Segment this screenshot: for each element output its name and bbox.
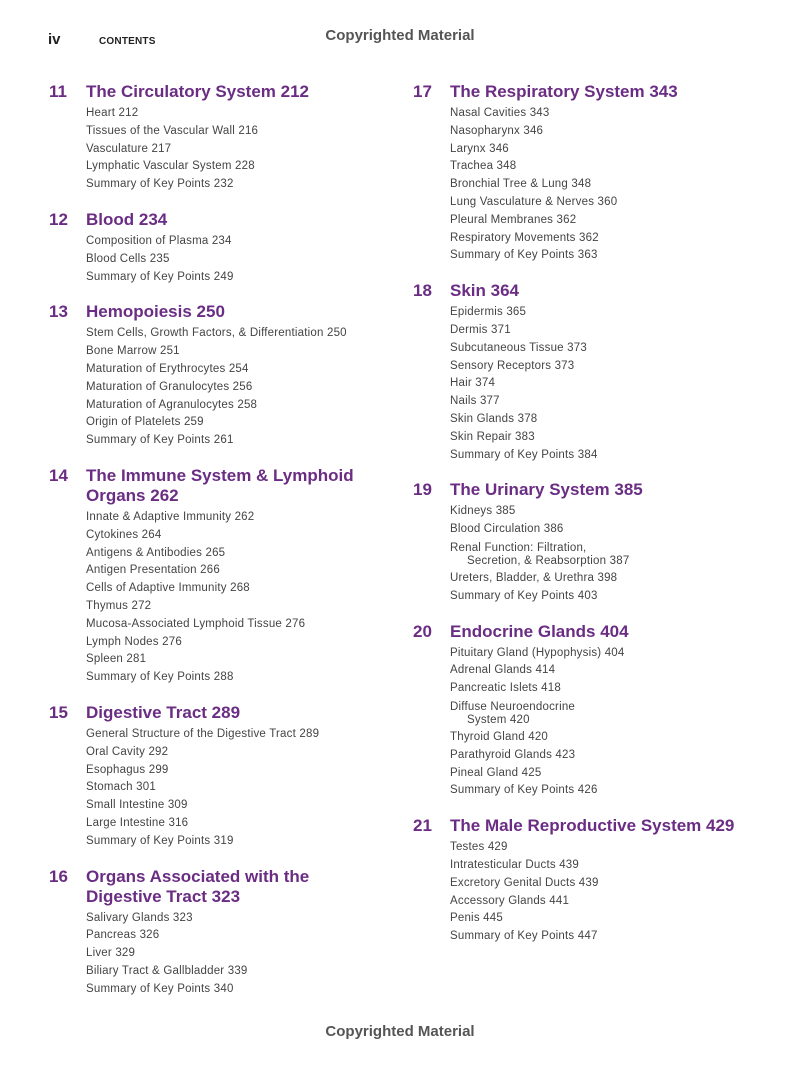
- chapter-18: [413, 281, 773, 464]
- toc-entry-line1: Diffuse Neuroendocrine: [450, 700, 576, 713]
- chapter-title[interactable]: The Male Reproductive System 429: [450, 816, 735, 836]
- toc-entry[interactable]: Larynx 346: [450, 142, 509, 155]
- toc-entry[interactable]: Sensory Receptors 373: [450, 359, 575, 372]
- toc-entry[interactable]: Summary of Key Points 426: [450, 784, 598, 797]
- toc-entry[interactable]: Thyroid Gland 420: [450, 730, 549, 743]
- toc-entry[interactable]: Antigen Presentation 266: [86, 564, 220, 577]
- chapter-number: 19: [413, 480, 432, 500]
- toc-entry[interactable]: Skin Glands 378: [450, 412, 538, 425]
- chapter-number: 18: [413, 281, 432, 301]
- toc-entry[interactable]: Small Intestine 309: [86, 799, 188, 812]
- toc-entry[interactable]: Vasculature 217: [86, 142, 172, 155]
- page-number: iv: [48, 31, 61, 48]
- toc-entry[interactable]: General Structure of the Digestive Tract 289: [86, 727, 320, 740]
- chapter-title[interactable]: The Circulatory System 212: [86, 82, 309, 101]
- chapter-number: 20: [413, 621, 432, 641]
- chapter-17: [413, 82, 773, 265]
- chapter-20: [413, 622, 773, 801]
- toc-entry[interactable]: Summary of Key Points 447: [450, 930, 598, 943]
- toc-entry[interactable]: Summary of Key Points 340: [86, 982, 234, 995]
- toc-entry[interactable]: Subcutaneous Tissue 373: [450, 341, 587, 354]
- chapter-number: 12: [49, 209, 68, 229]
- toc-entry[interactable]: Mucosa-Associated Lymphoid Tissue 276: [86, 617, 306, 630]
- toc-entry[interactable]: Esophagus 299: [86, 763, 169, 776]
- chapter-title-line1: The Immune System & Lymphoid: [86, 465, 354, 485]
- toc-entry[interactable]: Thymus 272: [86, 599, 152, 612]
- toc-entry[interactable]: Dermis 371: [450, 323, 511, 336]
- chapter-21: [413, 816, 773, 946]
- toc-entry[interactable]: Accessory Glands 441: [450, 894, 570, 907]
- toc-entry[interactable]: Stomach 301: [86, 781, 156, 794]
- toc-entry[interactable]: Summary of Key Points 319: [86, 834, 234, 847]
- toc-entry[interactable]: Antigens & Antibodies 265: [86, 546, 226, 559]
- toc-entry[interactable]: Nails 377: [450, 395, 500, 408]
- chapter-title[interactable]: Digestive Tract 289: [86, 702, 241, 722]
- toc-entry[interactable]: Cells of Adaptive Immunity 268: [86, 582, 250, 595]
- toc-entry[interactable]: Hair 374: [450, 377, 496, 390]
- chapter-title[interactable]: Blood 234: [86, 209, 168, 229]
- toc-entry[interactable]: Stem Cells, Growth Factors, & Differentiation 250: [86, 327, 347, 340]
- toc-entry[interactable]: Lung Vasculature & Nerves 360: [450, 195, 618, 208]
- toc-entry[interactable]: Maturation of Agranulocytes 258: [86, 398, 258, 411]
- toc-entry[interactable]: Blood Circulation 386: [450, 523, 564, 536]
- toc-entry[interactable]: Summary of Key Points 261: [86, 434, 234, 447]
- toc-entry[interactable]: Kidneys 385: [450, 505, 516, 518]
- chapter-title-line1: Organs Associated with the: [86, 866, 310, 886]
- toc-entry[interactable]: Parathyroid Glands 423: [450, 748, 576, 761]
- toc-entry[interactable]: Innate & Adaptive Immunity 262: [86, 510, 255, 523]
- chapter-title[interactable]: The Urinary System 385: [450, 480, 643, 500]
- toc-entry[interactable]: Maturation of Granulocytes 256: [86, 380, 253, 393]
- toc-entry[interactable]: Nasopharynx 346: [450, 124, 544, 137]
- toc-entry[interactable]: Pancreatic Islets 418: [450, 682, 561, 695]
- chapter-number: 11: [49, 82, 67, 101]
- chapter-16: [49, 867, 389, 999]
- toc-entry[interactable]: Trachea 348: [450, 160, 517, 173]
- toc-entry-line1: Renal Function: Filtration,: [450, 541, 587, 554]
- chapter-title[interactable]: Endocrine Glands 404: [450, 621, 629, 641]
- toc-entry[interactable]: Blood Cells 235: [86, 252, 170, 265]
- chapter-11: [49, 82, 389, 194]
- running-head: CONTENTS: [99, 36, 156, 47]
- toc-entry[interactable]: Bronchial Tree & Lung 348: [450, 178, 592, 191]
- toc-entry-multiline[interactable]: [450, 539, 773, 570]
- toc-entry[interactable]: Respiratory Movements 362: [450, 231, 599, 244]
- toc-entry[interactable]: Summary of Key Points 249: [86, 270, 234, 283]
- toc-entry[interactable]: Pleural Membranes 362: [450, 213, 577, 226]
- toc-entry[interactable]: Large Intestine 316: [86, 816, 189, 829]
- toc-entry[interactable]: Intratesticular Ducts 439: [450, 858, 580, 871]
- toc-entry[interactable]: Nasal Cavities 343: [450, 107, 550, 119]
- toc-entry[interactable]: Lymphatic Vascular System 228: [86, 160, 255, 173]
- toc-entry[interactable]: Spleen 281: [86, 653, 147, 666]
- toc-column-left: [49, 82, 389, 998]
- toc-entry[interactable]: Origin of Platelets 259: [86, 416, 204, 429]
- toc-entry[interactable]: Pancreas 326: [86, 929, 160, 942]
- toc-entry[interactable]: Liver 329: [86, 947, 136, 960]
- chapter-15: [49, 703, 389, 851]
- toc-entry[interactable]: Biliary Tract & Gallbladder 339: [86, 964, 248, 977]
- toc-entry[interactable]: Summary of Key Points 403: [450, 589, 598, 602]
- toc-entry[interactable]: Composition of Plasma 234: [86, 234, 232, 247]
- toc-entry[interactable]: Salivary Glands 323: [86, 911, 193, 924]
- toc-entry[interactable]: Oral Cavity 292: [86, 745, 169, 758]
- toc-entry[interactable]: Lymph Nodes 276: [86, 635, 182, 648]
- toc-entry[interactable]: Excretory Genital Ducts 439: [450, 876, 599, 889]
- toc-entry[interactable]: Summary of Key Points 288: [86, 671, 234, 684]
- toc-entry-line2: System 420: [467, 713, 530, 726]
- toc-entry[interactable]: Testes 429: [450, 841, 508, 854]
- toc-entry[interactable]: Summary of Key Points 384: [450, 448, 598, 461]
- toc-entry[interactable]: Cytokines 264: [86, 528, 162, 541]
- toc-entry[interactable]: Heart 212: [86, 107, 139, 119]
- toc-entry[interactable]: Summary of Key Points 232: [86, 178, 234, 191]
- chapter-12: [49, 210, 389, 286]
- chapter-number: 16: [49, 866, 68, 886]
- toc-entry-multiline[interactable]: [450, 698, 773, 729]
- toc-entry[interactable]: Summary of Key Points 363: [450, 249, 598, 262]
- chapter-title[interactable]: The Respiratory System 343: [450, 82, 678, 101]
- chapter-number: 15: [49, 702, 68, 722]
- chapter-13: [49, 302, 389, 450]
- chapter-title[interactable]: Hemopoiesis 250: [86, 302, 225, 322]
- toc-entry[interactable]: Adrenal Glands 414: [450, 664, 556, 677]
- chapter-number: 13: [49, 302, 68, 322]
- toc-entry-line2: Secretion, & Reabsorption 387: [467, 554, 630, 567]
- chapter-number: 21: [413, 816, 432, 836]
- chapter-14: [49, 466, 389, 687]
- toc-entry[interactable]: Skin Repair 383: [450, 430, 535, 443]
- toc-entry[interactable]: Penis 445: [450, 912, 503, 925]
- chapter-title-line2: Digestive Tract 323: [86, 886, 241, 906]
- chapter-title[interactable]: Skin 364: [450, 281, 519, 301]
- chapter-title-line2: Organs 262: [86, 485, 179, 505]
- chapter-title[interactable]: [86, 867, 389, 907]
- watermark-top: Copyrighted Material: [325, 27, 475, 44]
- chapter-number: 17: [413, 82, 432, 101]
- toc-column-right: [413, 82, 773, 946]
- toc-entry[interactable]: Pineal Gland 425: [450, 766, 542, 779]
- chapter-title[interactable]: [86, 466, 389, 506]
- chapter-number: 14: [49, 465, 68, 485]
- toc-entry[interactable]: Bone Marrow 251: [86, 345, 180, 358]
- toc-entry[interactable]: Pituitary Gland (Hypophysis) 404: [450, 646, 625, 659]
- toc-entry[interactable]: Epidermis 365: [450, 306, 527, 319]
- chapter-19: [413, 480, 773, 605]
- toc-entry[interactable]: Maturation of Erythrocytes 254: [86, 362, 249, 375]
- watermark-bottom: Copyrighted Material: [325, 1023, 475, 1040]
- toc-entry[interactable]: Tissues of the Vascular Wall 216: [86, 124, 259, 137]
- toc-entry[interactable]: Ureters, Bladder, & Urethra 398: [450, 571, 618, 584]
